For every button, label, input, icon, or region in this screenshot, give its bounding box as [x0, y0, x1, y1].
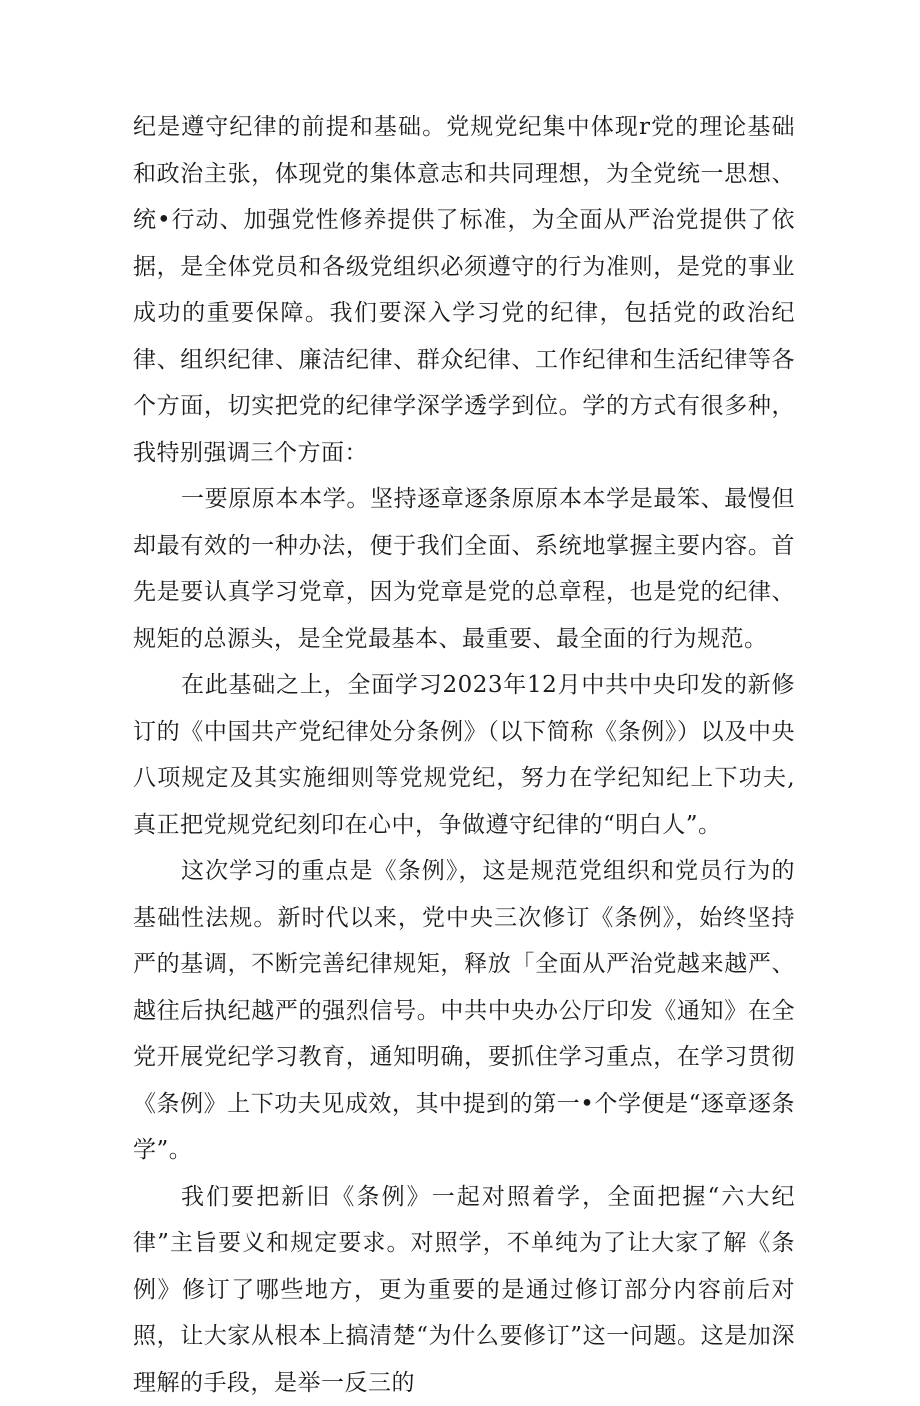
paragraph-2: 一要原原本本学。坚持逐章逐条原原本本学是最笨、最慢但却最有效的一种办法，便于我们全面、系统地掌握主要内容。首先是要认真学习党章，因为党章是党的总章程，也是党的纪律、规矩的总源头，是全党最基本、最重要、最全面的行为规范。	[133, 476, 795, 662]
document-body	[133, 104, 795, 1406]
paragraph-3: 在此基础之上，全面学习2023年12月中共中央印发的新修订的《中国共产党纪律处分条例》（以下简称《条例》）以及中央八项规定及其实施细则等党规党纪，努力在学纪知纪上下功夫,真正把党规党纪刻印在心中，争做遵守纪律的“明白人”。	[133, 662, 795, 848]
paragraph-5: 我们要把新旧《条例》一起对照着学，全面把握“六大纪律”主旨要义和规定要求。对照学，不单纯为了让大家了解《条例》修订了哪些地方，更为重要的是通过修订部分内容前后对照，让大家从根本上搞清楚“为什么要修订”这一问题。这是加深理解的手段，是举一反三的	[133, 1174, 795, 1406]
paragraph-4: 这次学习的重点是《条例》，这是规范党组织和党员行为的基础性法规。新时代以来，党中央三次修订《条例》，始终坚持严的基调，不断完善纪律规矩，释放「全面从严治党越来越严、越往后执纪越严的强烈信号。中共中央办公厅印发《通知》在全党开展党纪学习教育，通知明确，要抓住学习重点，在学习贯彻《条例》上下功夫见成效，其中提到的第一•个学便是“逐章逐条学”。	[133, 848, 795, 1174]
paragraph-1: 纪是遵守纪律的前提和基础。党规党纪集中体现r党的理论基础和政治主张，体现党的集体意志和共同理想，为全党统一思想、统•行动、加强党性修养提供了标准，为全面从严治党提供了依据，是全体党员和各级党组织必须遵守的行为准则，是党的事业成功的重要保障。我们要深入学习党的纪律，包括党的政治纪律、组织纪律、廉洁纪律、群众纪律、工作纪律和生活纪律等各个方面，切实把党的纪律学深学透学到位。学的方式有很多种，我特别强调三个方面：	[133, 104, 795, 476]
